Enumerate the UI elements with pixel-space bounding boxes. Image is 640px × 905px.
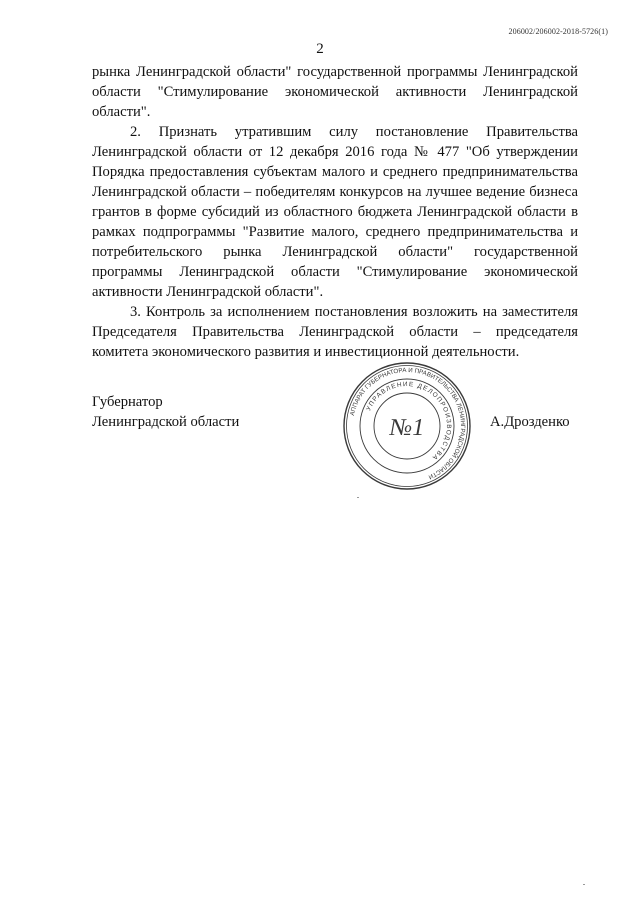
seal-inner-ring-text: УПРАВЛЕНИЕ ДЕЛОПРОИЗВОДСТВА: [365, 380, 453, 462]
seal-outer-ring-text: АППАРАТ ГУБЕРНАТОРА И ПРАВИТЕЛЬСТВА ЛЕНИНГРАДСКОЙ ОБЛАСТИ: [349, 366, 467, 481]
signatory-name: А.Дрозденко: [490, 414, 570, 430]
signatory-title-line1: Губернатор: [92, 394, 163, 410]
seal-center-number: №1: [389, 415, 425, 441]
signatory-title: [92, 392, 239, 432]
signatory-title-line2: Ленинградской области: [92, 414, 240, 430]
paragraph-item-2: 2. Признать утратившим силу постановление Правительства Ленинградской области от 12 декабря 2016 года № 477 "Об утверждении Порядка предоставления субъектам малого и среднего предпринимательства Ленинградской области – победителям конкурсов на лучшее ведение бизнеса грантов в форме субсидий из областного бюджета Ленинградской области в рамках подпрограммы "Развитие малого, среднего предпринимательства и потребительского рынка Ленинградской области" государственной программы Ленинградской области "Стимулирование экономической активности Ленинградской области".: [92, 124, 578, 300]
scan-speck: [583, 884, 585, 885]
paragraph-continuation: рынка Ленинградской области" государственной программы Ленинградской области "Стимулирование экономической активности Ленинградской области".: [92, 64, 578, 120]
page-number: 2: [316, 41, 324, 57]
official-seal-stamp: [341, 360, 473, 492]
scan-speck: [357, 497, 359, 498]
document-id: 206002/206002-2018-5726(1): [508, 27, 608, 36]
document-body: [92, 62, 578, 362]
paragraph-item-3: 3. Контроль за исполнением постановления возложить на заместителя Председателя Правительства Ленинградской области – председателя комитета экономического развития и инвестиционной деятельности.: [92, 304, 578, 360]
